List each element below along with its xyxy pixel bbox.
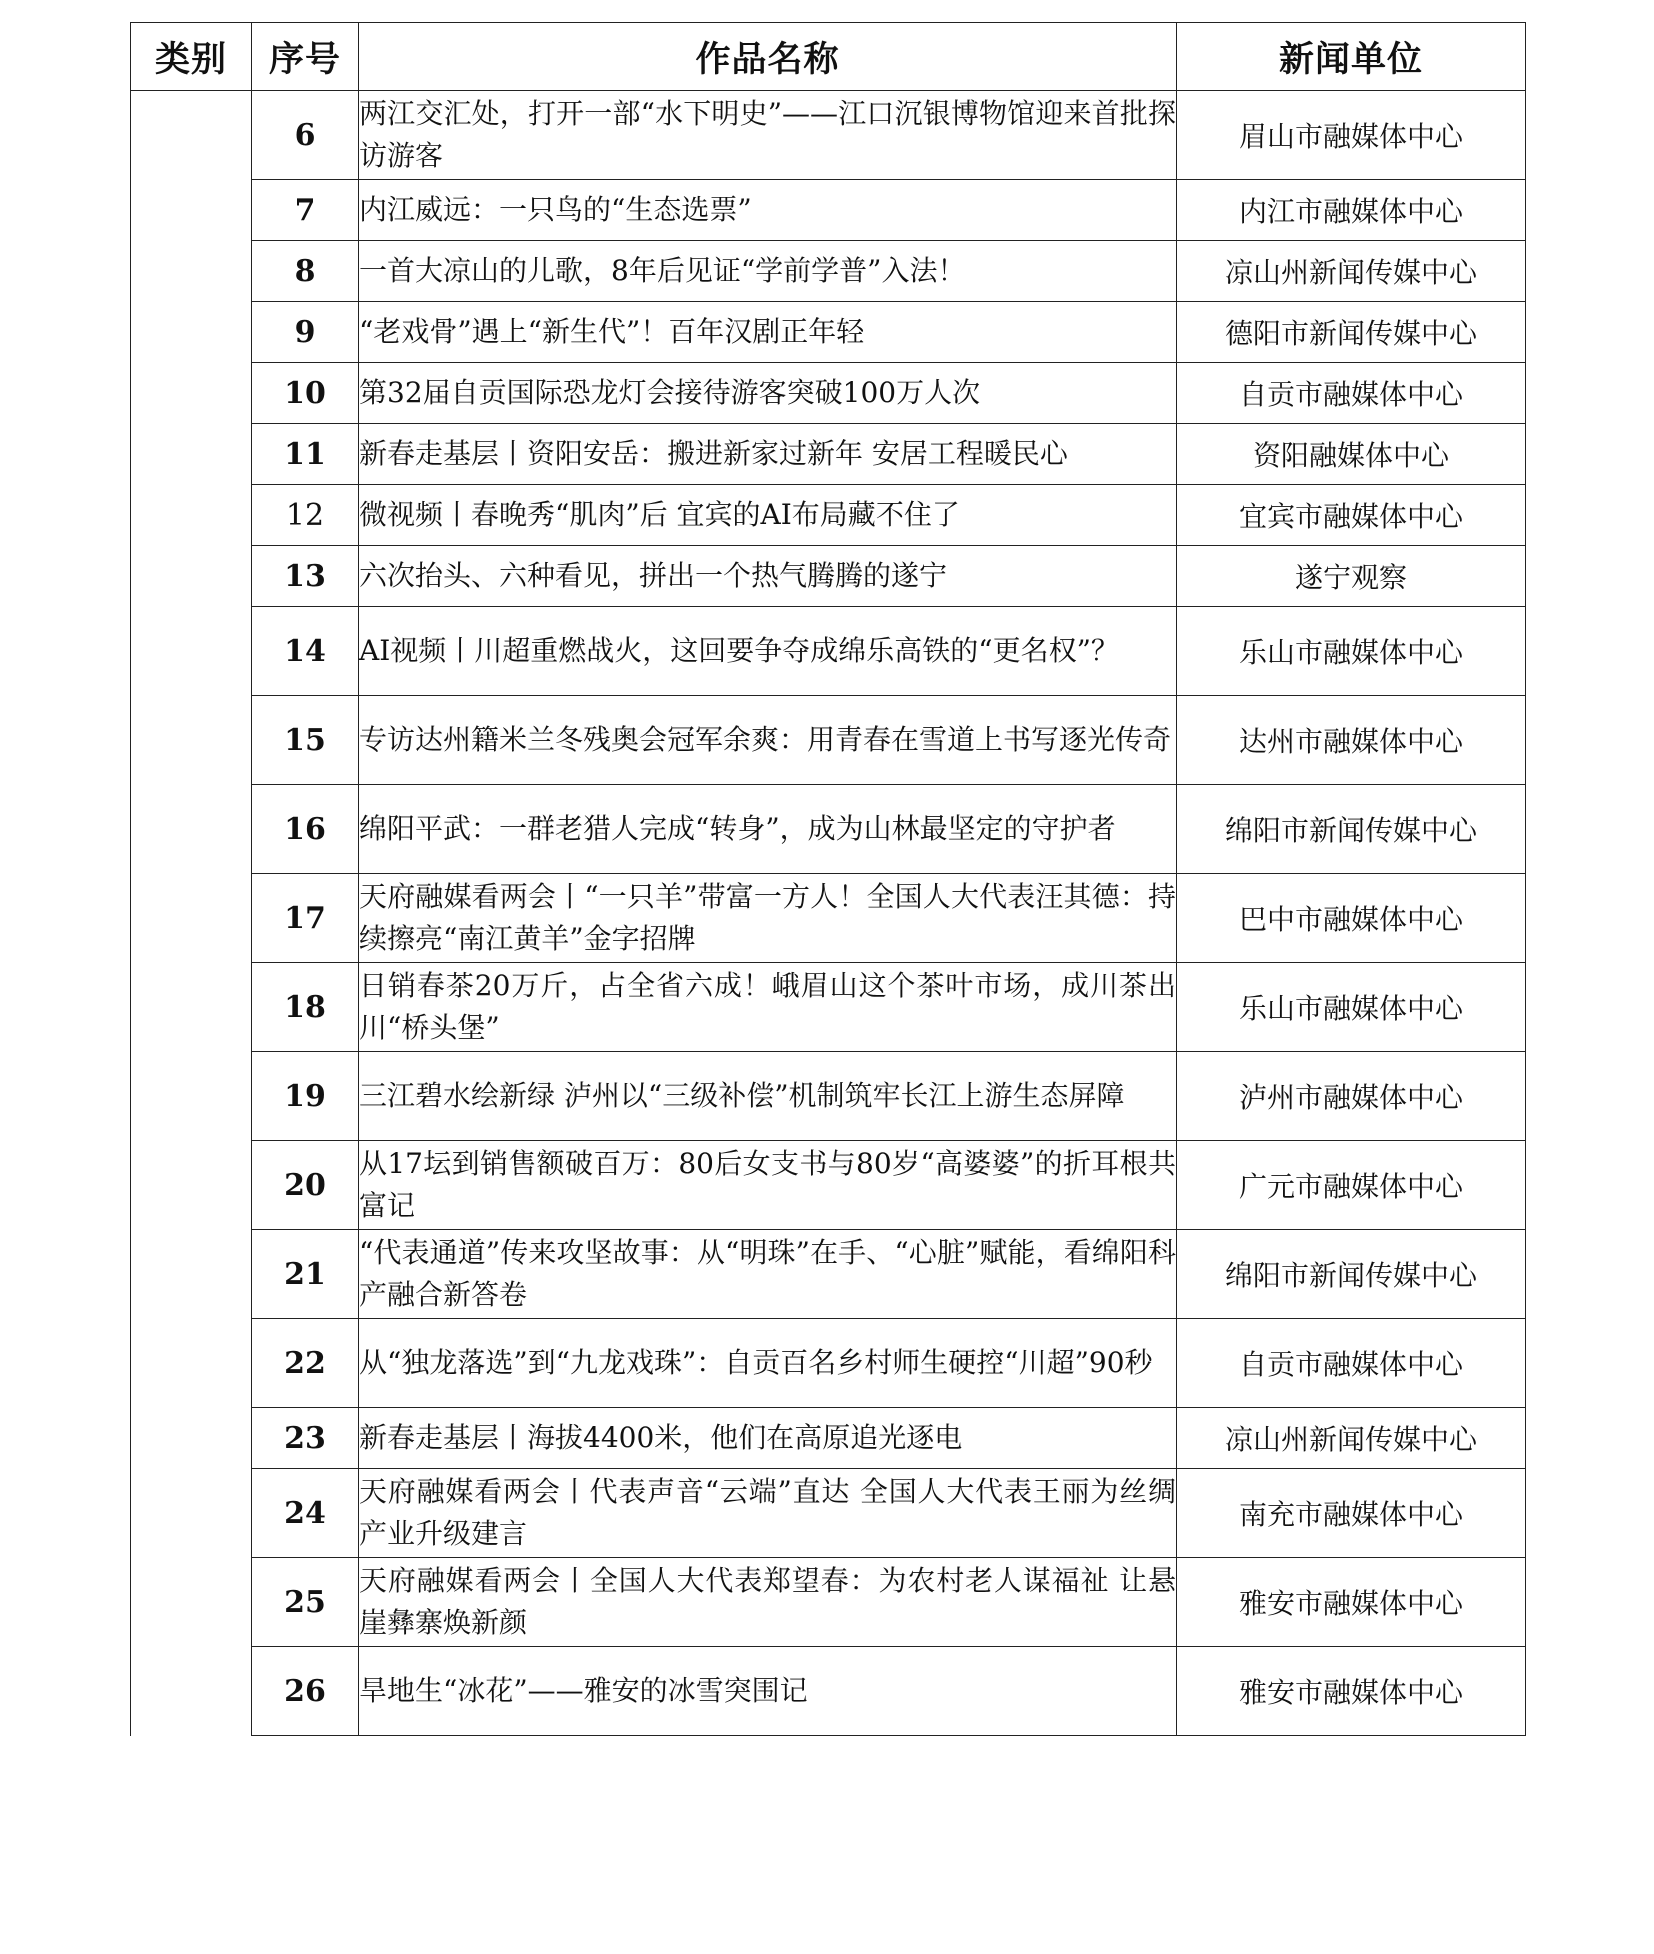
row-unit: 巴中市融媒体中心 <box>1177 874 1526 963</box>
row-title: “代表通道”传来攻坚故事：从“明珠”在手、“心脏”赋能，看绵阳科产融合新答卷 <box>359 1230 1177 1319</box>
table-row <box>131 424 1526 485</box>
row-number: 25 <box>252 1558 359 1647</box>
row-title: 天府融媒看两会丨“一只羊”带富一方人！全国人大代表汪其德：持续擦亮“南江黄羊”金字招牌 <box>359 874 1177 963</box>
row-number: 20 <box>252 1141 359 1230</box>
row-title: 一首大凉山的儿歌，8年后见证“学前学普”入法！ <box>359 241 1177 302</box>
row-title: 两江交汇处，打开一部“水下明史”——江口沉银博物馆迎来首批探访游客 <box>359 91 1177 180</box>
table-row <box>131 963 1526 1052</box>
table-row <box>131 1469 1526 1558</box>
row-title: 天府融媒看两会丨代表声音“云端”直达 全国人大代表王丽为丝绸产业升级建言 <box>359 1469 1177 1558</box>
row-unit: 乐山市融媒体中心 <box>1177 607 1526 696</box>
row-number: 15 <box>252 696 359 785</box>
table-row <box>131 874 1526 963</box>
row-number: 13 <box>252 546 359 607</box>
table-row <box>131 241 1526 302</box>
row-number: 9 <box>252 302 359 363</box>
table-row <box>131 1408 1526 1469</box>
row-number: 22 <box>252 1319 359 1408</box>
table-row <box>131 696 1526 785</box>
row-unit: 雅安市融媒体中心 <box>1177 1647 1526 1736</box>
row-title: 六次抬头、六种看见，拼出一个热气腾腾的遂宁 <box>359 546 1177 607</box>
row-unit: 眉山市融媒体中心 <box>1177 91 1526 180</box>
row-unit: 德阳市新闻传媒中心 <box>1177 302 1526 363</box>
row-unit: 广元市融媒体中心 <box>1177 1141 1526 1230</box>
table-row <box>131 1319 1526 1408</box>
table-row <box>131 1558 1526 1647</box>
table-row <box>131 607 1526 696</box>
row-unit: 自贡市融媒体中心 <box>1177 363 1526 424</box>
row-number: 18 <box>252 963 359 1052</box>
row-number: 8 <box>252 241 359 302</box>
row-title: 新春走基层丨资阳安岳：搬进新家过新年 安居工程暖民心 <box>359 424 1177 485</box>
row-title: 内江威远：一只鸟的“生态选票” <box>359 180 1177 241</box>
row-unit: 绵阳市新闻传媒中心 <box>1177 785 1526 874</box>
row-unit: 凉山州新闻传媒中心 <box>1177 1408 1526 1469</box>
row-title: “老戏骨”遇上“新生代”！百年汉剧正年轻 <box>359 302 1177 363</box>
row-title: 新春走基层丨海拔4400米，他们在高原追光逐电 <box>359 1408 1177 1469</box>
row-unit: 泸州市融媒体中心 <box>1177 1052 1526 1141</box>
row-unit: 绵阳市新闻传媒中心 <box>1177 1230 1526 1319</box>
table-row <box>131 1141 1526 1230</box>
row-unit: 南充市融媒体中心 <box>1177 1469 1526 1558</box>
table-row <box>131 485 1526 546</box>
row-number: 12 <box>252 485 359 546</box>
row-number: 21 <box>252 1230 359 1319</box>
row-number: 23 <box>252 1408 359 1469</box>
row-title: 三江碧水绘新绿 泸州以“三级补偿”机制筑牢长江上游生态屏障 <box>359 1052 1177 1141</box>
header-category: 类别 <box>131 23 252 91</box>
header-unit: 新闻单位 <box>1177 23 1526 91</box>
row-number: 26 <box>252 1647 359 1736</box>
row-unit: 宜宾市融媒体中心 <box>1177 485 1526 546</box>
row-title: 从17坛到销售额破百万：80后女支书与80岁“高婆婆”的折耳根共富记 <box>359 1141 1177 1230</box>
row-title: 微视频丨春晚秀“肌肉”后 宜宾的AI布局藏不住了 <box>359 485 1177 546</box>
row-unit: 资阳融媒体中心 <box>1177 424 1526 485</box>
table-row <box>131 1230 1526 1319</box>
awards-table <box>130 22 1526 1736</box>
table-row <box>131 546 1526 607</box>
row-number: 6 <box>252 91 359 180</box>
row-number: 10 <box>252 363 359 424</box>
row-title: 从“独龙落选”到“九龙戏珠”：自贡百名乡村师生硬控“川超”90秒 <box>359 1319 1177 1408</box>
table-row <box>131 1647 1526 1736</box>
table-row <box>131 1052 1526 1141</box>
row-number: 16 <box>252 785 359 874</box>
row-unit: 乐山市融媒体中心 <box>1177 963 1526 1052</box>
table-header-row <box>131 23 1526 91</box>
row-unit: 自贡市融媒体中心 <box>1177 1319 1526 1408</box>
table-row <box>131 302 1526 363</box>
row-unit: 内江市融媒体中心 <box>1177 180 1526 241</box>
row-title: 日销春茶20万斤，占全省六成！峨眉山这个茶叶市场，成川茶出川“桥头堡” <box>359 963 1177 1052</box>
row-unit: 遂宁观察 <box>1177 546 1526 607</box>
row-title: 第32届自贡国际恐龙灯会接待游客突破100万人次 <box>359 363 1177 424</box>
row-title: 旱地生“冰花”——雅安的冰雪突围记 <box>359 1647 1177 1736</box>
row-title: 天府融媒看两会丨全国人大代表郑望春：为农村老人谋福祉 让悬崖彝寨焕新颜 <box>359 1558 1177 1647</box>
header-title: 作品名称 <box>359 23 1177 91</box>
row-title: AI视频丨川超重燃战火，这回要争夺成绵乐高铁的“更名权”？ <box>359 607 1177 696</box>
table-row <box>131 363 1526 424</box>
row-title: 绵阳平武：一群老猎人完成“转身”，成为山林最坚定的守护者 <box>359 785 1177 874</box>
row-number: 19 <box>252 1052 359 1141</box>
row-number: 11 <box>252 424 359 485</box>
row-unit: 达州市融媒体中心 <box>1177 696 1526 785</box>
category-cell <box>131 91 252 1736</box>
table-row <box>131 785 1526 874</box>
table-row <box>131 91 1526 180</box>
header-number: 序号 <box>252 23 359 91</box>
row-number: 17 <box>252 874 359 963</box>
row-unit: 雅安市融媒体中心 <box>1177 1558 1526 1647</box>
row-number: 24 <box>252 1469 359 1558</box>
row-number: 7 <box>252 180 359 241</box>
row-title: 专访达州籍米兰冬残奥会冠军余爽：用青春在雪道上书写逐光传奇 <box>359 696 1177 785</box>
row-unit: 凉山州新闻传媒中心 <box>1177 241 1526 302</box>
table-row <box>131 180 1526 241</box>
row-number: 14 <box>252 607 359 696</box>
